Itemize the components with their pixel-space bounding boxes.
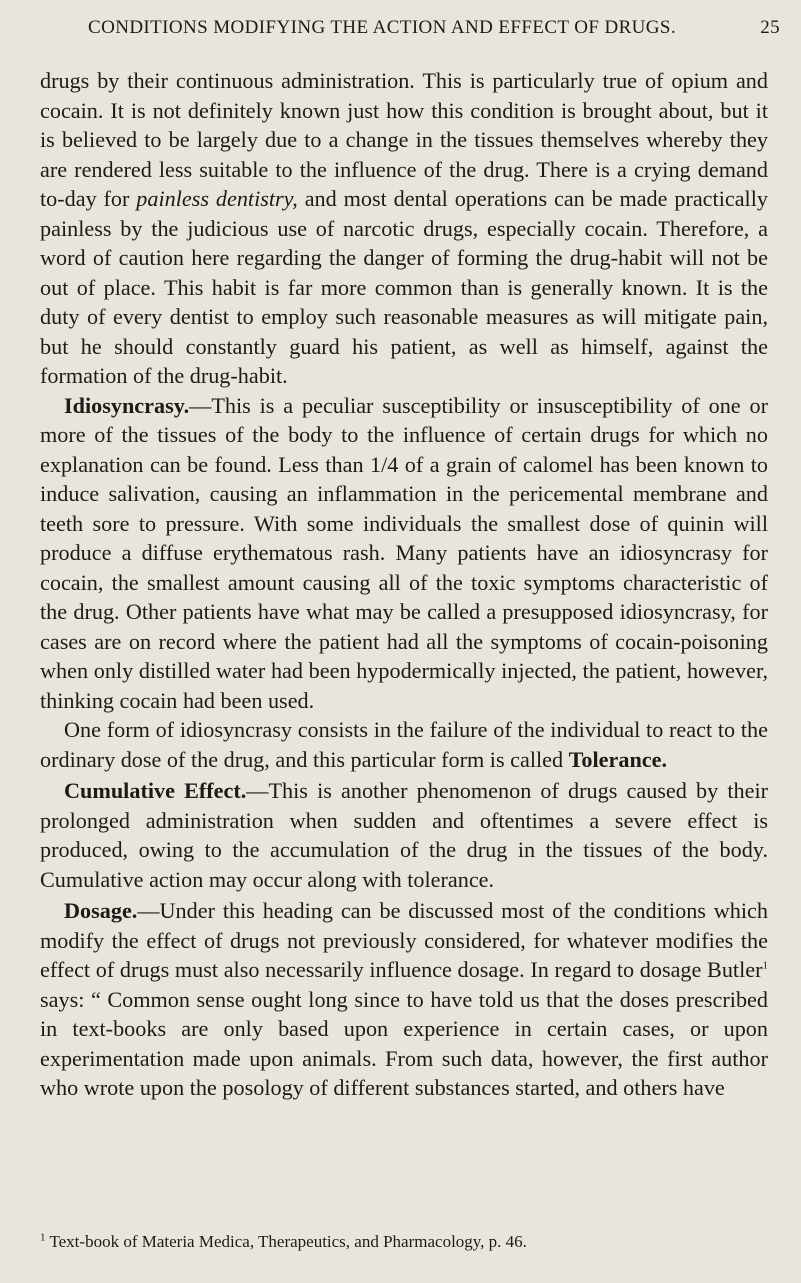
paragraph-text: drugs by their continuous administration. This is particularly true of opium and cocain. It is not definitely known just how this condition is brought about, but it is believed to be largely due to a change in the tissues themselves whereby they are rendered less suitable to the influence of the drug. There is a crying demand to-day for xyxy=(40,68,768,211)
term-tolerance: Tolerance. xyxy=(568,746,668,772)
italic-phrase: painless dentistry, xyxy=(136,186,298,211)
paragraph-text: One form of idiosyncrasy consists in the failure of the individual to react to the ordinary dose of the drug, and this particular form is called xyxy=(40,717,768,772)
footnote-reference: 1 xyxy=(762,959,768,972)
section-heading-idiosyncrasy: Idiosyncrasy. xyxy=(64,392,190,418)
running-head-title: CONDITIONS MODIFYING THE ACTION AND EFFECT OF DRUGS. xyxy=(88,17,677,38)
footnote-marker: 1 xyxy=(40,1231,46,1244)
paragraph-text: and most dental operations can be made practically painless by the judicious use of narcotic drugs, especially cocain. Therefore, a word of caution here regarding the danger of forming the drug-habit will not be out of place. This habit is far more common than is generally known. It is the duty of every dentist to employ such reasonable measures as will mitigate pain, but he should constantly guard his patient, as well as himself, against the formation of the drug-habit. xyxy=(40,186,768,388)
paragraph-cumulative-effect xyxy=(40,776,768,894)
footnote-text: Text-book of Materia Medica, Therapeutics, and Pharmacology, p. 46. xyxy=(45,1232,527,1251)
paragraph-text: —This is a peculiar susceptibility or insusceptibility of one or more of the tissues of the body to the influence of certain drugs for which no explanation can be found. Less than 1/4 of a grain of calomel has been known to induce salivation, causing an inflammation in the pericemental membrane and teeth sore to pressure. With some individuals the smallest dose of quinin will produce a diffuse erythematous rash. Many patients have an idiosyncrasy for cocain, the smallest amount causing all of the toxic symptoms characteristic of the drug. Other patients have what may be called a presupposed idiosyncrasy, for cases are on record where the patient had all the symptoms of cocain-poisoning when only distilled water had been hypodermically injected, the patient, however, thinking cocain had been used. xyxy=(40,392,768,713)
paragraph-tolerance xyxy=(40,715,768,774)
section-heading-dosage: Dosage. xyxy=(64,898,138,923)
section-heading-cumulative-effect: Cumulative Effect. xyxy=(64,778,247,803)
paragraph-text: —This is another phenomenon of drugs caused by their prolonged administration when sudden and oftentimes a severe effect is produced, owing to the accumulation of the drug in the tissues of the body. Cumulative action may occur along with tolerance. xyxy=(40,778,768,892)
paragraph-idiosyncrasy xyxy=(40,391,768,716)
paragraph-drug-habit xyxy=(40,66,768,391)
footnote xyxy=(40,1232,768,1252)
paragraph-text: —Under this heading can be discussed most of the conditions which modify the effect of drugs not previously considered, for whatever modifies the effect of drugs must also necessarily influence dosage. In regard to dosage Butler xyxy=(40,898,768,982)
paragraph-dosage xyxy=(40,896,768,1103)
body-text xyxy=(40,66,768,1103)
page-number: 25 xyxy=(760,17,780,38)
paragraph-text: says: “ Common sense ought long since to have told us that the doses prescribed in text-books are only based upon experience in certain cases, or upon experimentation made upon animals. From such data, however, the first author who wrote upon the posology of different substances started, and others have xyxy=(40,986,768,1100)
